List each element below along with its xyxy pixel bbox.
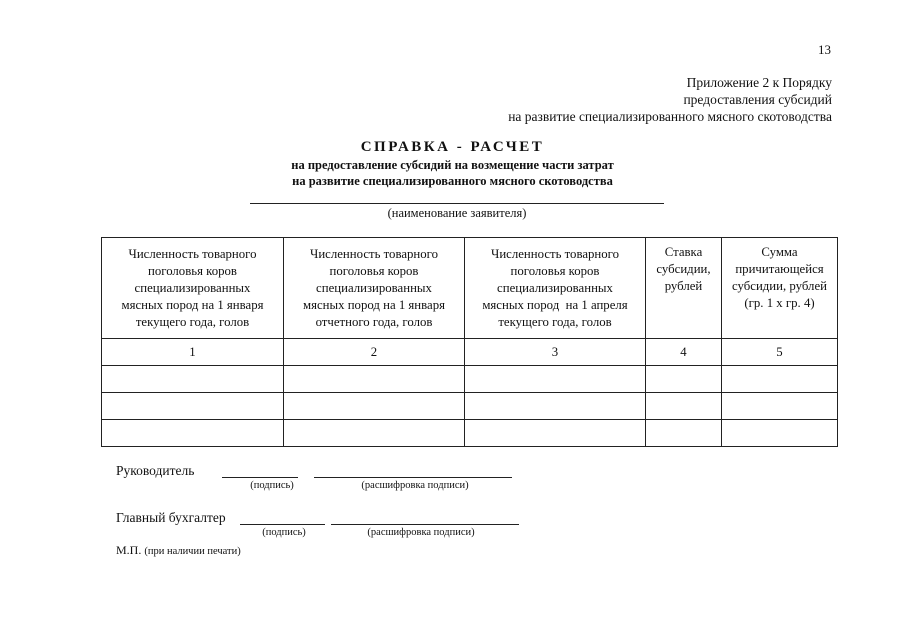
stamp-place: [116, 543, 241, 558]
table-row: [102, 366, 838, 393]
applicant-name-line: [250, 203, 664, 204]
header-cell-col3: Численность товарного поголовья коров специализированных мясных пород на 1 апреля текущего года, голов: [465, 238, 646, 339]
document-subtitle: [0, 157, 905, 189]
subtitle-line: на развитие специализированного мясного скотоводства: [292, 174, 613, 188]
accountant-signature-line[interactable]: [240, 524, 325, 525]
header-cell-col4: Ставка субсидии, рублей: [646, 238, 722, 339]
table-cell[interactable]: [284, 420, 465, 447]
table-cell[interactable]: [284, 393, 465, 420]
table-header-row: [102, 238, 838, 339]
document-title: СПРАВКА - РАСЧЕТ: [360, 139, 545, 155]
table-cell[interactable]: [646, 366, 722, 393]
column-number: 3: [465, 339, 646, 366]
header-cell-col2: Численность товарного поголовья коров специализированных мясных пород на 1 января отчетного года, голов: [284, 238, 465, 339]
accountant-label: Главный бухгалтер: [116, 510, 226, 525]
table-cell[interactable]: [646, 393, 722, 420]
table-cell[interactable]: [465, 420, 646, 447]
appendix-reference: [508, 74, 832, 125]
head-signature-caption: (подпись): [250, 480, 294, 491]
table-row: [102, 420, 838, 447]
head-name-line[interactable]: [314, 477, 512, 478]
subsidy-calculation-table: [101, 237, 838, 447]
head-signature-line[interactable]: [222, 477, 298, 478]
applicant-caption: (наименование заявителя): [387, 206, 527, 220]
table-cell[interactable]: [102, 420, 284, 447]
head-name-caption: (расшифровка подписи): [361, 480, 469, 491]
header-cell-col1: Численность товарного поголовья коров специализированных мясных пород на 1 января текущего года, голов: [102, 238, 284, 339]
stamp-label: М.П.: [116, 543, 142, 557]
head-label: Руководитель: [116, 463, 195, 478]
table-cell[interactable]: [102, 366, 284, 393]
column-number: 4: [646, 339, 722, 366]
table-cell[interactable]: [722, 393, 838, 420]
table-cell[interactable]: [102, 393, 284, 420]
table-cell[interactable]: [722, 366, 838, 393]
appendix-line: предоставления субсидий: [683, 92, 832, 107]
appendix-line: Приложение 2 к Порядку: [686, 75, 832, 90]
table-cell[interactable]: [646, 420, 722, 447]
accountant-signature-caption: (подпись): [262, 527, 306, 538]
table-row: [102, 393, 838, 420]
column-number-row: [102, 339, 838, 366]
subtitle-line: на предоставление субсидий на возмещение части затрат: [291, 158, 614, 172]
table-cell[interactable]: [465, 393, 646, 420]
appendix-line: на развитие специализированного мясного скотоводства: [508, 109, 832, 124]
page-number: 13: [818, 42, 831, 57]
header-cell-col5: Сумма причитающейся субсидии, рублей (гр. 1 х гр. 4): [722, 238, 838, 339]
column-number: 5: [722, 339, 838, 366]
column-number: 1: [102, 339, 284, 366]
table-cell[interactable]: [465, 366, 646, 393]
column-number: 2: [284, 339, 465, 366]
accountant-name-line[interactable]: [331, 524, 519, 525]
table-cell[interactable]: [722, 420, 838, 447]
table-cell[interactable]: [284, 366, 465, 393]
stamp-note: (при наличии печати): [144, 546, 241, 557]
accountant-name-caption: (расшифровка подписи): [367, 527, 475, 538]
